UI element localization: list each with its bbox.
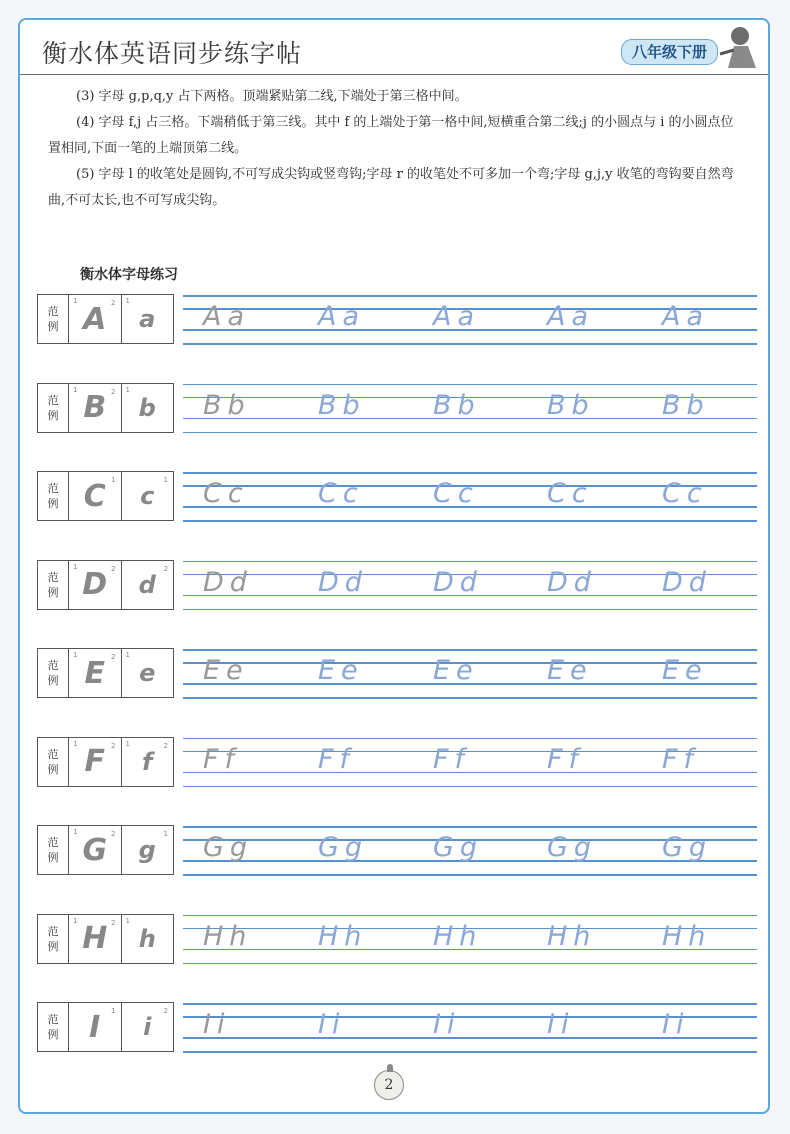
example-glyph: g xyxy=(138,836,156,864)
trace-letter-pair[interactable]: Ff xyxy=(662,743,700,775)
example-label-char: 范 xyxy=(47,836,59,849)
example-label-char: 例 xyxy=(47,674,59,687)
trace-letter-pair[interactable]: Cc xyxy=(547,478,593,509)
example-lower-letter xyxy=(121,561,174,609)
trace-letter-pair[interactable]: Aa xyxy=(433,301,481,332)
trace-letter-pair[interactable]: Cc xyxy=(318,478,364,509)
trace-letter-pair[interactable]: Dd xyxy=(433,566,483,598)
section-title: 衡水体字母练习 xyxy=(80,267,178,283)
example-label-char: 范 xyxy=(47,659,59,672)
trace-letter-pair[interactable]: Cc xyxy=(662,478,708,509)
stroke-number: 1 xyxy=(163,830,168,838)
trace-letter-pair[interactable]: Ii xyxy=(547,1009,575,1040)
stroke-number: 1 xyxy=(73,562,78,571)
example-glyph: B xyxy=(83,390,107,425)
example-glyph: I xyxy=(89,1009,101,1045)
trace-pairs xyxy=(183,821,757,881)
page-header xyxy=(20,20,768,75)
trace-pairs xyxy=(183,556,757,616)
example-label-char: 例 xyxy=(47,320,59,333)
trace-letter-pair[interactable]: Ee xyxy=(547,655,593,686)
trace-letter-pair[interactable]: Gg xyxy=(433,832,484,863)
example-upper-letter xyxy=(69,649,121,697)
example-box xyxy=(37,560,174,610)
stroke-number: 2 xyxy=(163,1007,168,1015)
letter-row xyxy=(37,290,757,350)
stroke-number: 1 xyxy=(73,297,78,305)
stroke-number: 1 xyxy=(125,297,130,305)
example-label-char: 范 xyxy=(47,305,59,318)
trace-letter-pair[interactable]: Bb xyxy=(203,389,251,421)
stroke-number: 2 xyxy=(163,564,168,573)
trace-letter-pair[interactable]: Bb xyxy=(318,389,366,421)
trace-pairs xyxy=(183,733,757,793)
example-lower-letter xyxy=(121,915,174,963)
example-box xyxy=(37,737,174,787)
example-glyph: G xyxy=(82,832,108,868)
stroke-number: 2 xyxy=(111,387,116,396)
trace-letter-pair[interactable]: Ee xyxy=(662,655,708,686)
stroke-number: 1 xyxy=(73,651,78,659)
example-glyph: H xyxy=(82,921,108,956)
letter-row xyxy=(37,467,757,527)
example-label xyxy=(38,384,69,432)
trace-letter-pair[interactable]: Aa xyxy=(203,301,251,332)
example-label-char: 范 xyxy=(47,924,59,938)
example-glyph: C xyxy=(83,478,106,514)
trace-letter-pair[interactable]: Dd xyxy=(318,566,368,598)
example-label-char: 范 xyxy=(47,570,59,584)
stroke-number: 1 xyxy=(111,1007,116,1015)
rule-5: (5) 字母 l 的收笔处是圆钩,不可写成尖钩或竖弯钩;字母 r 的收笔处不可多加一个弯;字母 g,j,y 收笔的弯钩要自然弯曲,不可太长,也不可写成尖钩。 xyxy=(48,167,734,208)
example-label-char: 例 xyxy=(47,762,59,776)
example-label xyxy=(38,295,69,343)
stroke-number: 1 xyxy=(73,828,78,836)
example-lower-letter xyxy=(121,472,174,520)
trace-letter-pair[interactable]: Ee xyxy=(318,655,364,686)
trace-letter-pair[interactable]: Gg xyxy=(318,832,369,863)
trace-pairs xyxy=(183,644,757,704)
stroke-number: 1 xyxy=(125,739,130,748)
trace-letter-pair[interactable]: Gg xyxy=(547,832,598,863)
example-glyph: b xyxy=(138,393,156,422)
example-upper-letter xyxy=(69,384,121,432)
stroke-number: 2 xyxy=(111,653,116,661)
example-upper-letter xyxy=(69,915,121,963)
example-glyph: c xyxy=(140,482,155,510)
example-glyph: D xyxy=(82,567,108,602)
page-title: 衡水体英语同步练字帖 xyxy=(42,39,303,68)
trace-letter-pair[interactable]: Ff xyxy=(318,743,356,775)
example-upper-letter xyxy=(69,1003,121,1051)
trace-letter-pair[interactable]: Cc xyxy=(433,478,479,509)
trace-letter-pair[interactable]: Ff xyxy=(203,743,241,775)
example-glyph: f xyxy=(142,747,153,776)
trace-letter-pair[interactable]: Dd xyxy=(203,566,253,598)
example-lower-letter xyxy=(121,1003,174,1051)
stroke-number: 1 xyxy=(73,385,78,394)
rule-3: (3) 字母 g,p,q,y 占下两格。顶端紧贴第二线,下端处于第三格中间。 xyxy=(76,89,468,104)
example-lower-letter xyxy=(121,826,174,874)
trace-letter-pair[interactable]: Bb xyxy=(547,389,595,421)
example-glyph: d xyxy=(138,570,156,599)
stroke-number: 1 xyxy=(125,385,130,394)
example-glyph: e xyxy=(139,659,156,687)
example-label xyxy=(38,472,69,520)
example-label-char: 例 xyxy=(47,497,59,510)
stroke-number: 1 xyxy=(163,476,168,484)
letter-row xyxy=(37,733,757,793)
example-lower-letter xyxy=(121,295,174,343)
trace-letter-pair[interactable]: Ff xyxy=(433,743,471,775)
example-box xyxy=(37,1002,174,1052)
stroke-number: 1 xyxy=(73,739,78,748)
stroke-number: 2 xyxy=(111,741,116,750)
writing-rules xyxy=(48,84,738,214)
example-box xyxy=(37,648,174,698)
stroke-number: 2 xyxy=(163,741,168,750)
example-box xyxy=(37,383,174,433)
example-label-char: 例 xyxy=(47,585,59,599)
trace-letter-pair[interactable]: Bb xyxy=(662,389,710,421)
example-upper-letter xyxy=(69,295,121,343)
example-glyph: h xyxy=(138,924,156,953)
example-lower-letter xyxy=(121,649,174,697)
stroke-number: 1 xyxy=(73,916,78,925)
example-glyph: F xyxy=(84,744,105,779)
trace-letter-pair[interactable]: Dd xyxy=(662,566,712,598)
stroke-number: 2 xyxy=(111,564,116,573)
example-glyph: E xyxy=(84,655,105,691)
trace-letter-pair[interactable]: Ii xyxy=(662,1009,690,1040)
example-label xyxy=(38,1003,69,1051)
example-label-char: 例 xyxy=(47,1028,59,1041)
trace-letter-pair[interactable]: Ee xyxy=(433,655,479,686)
trace-letter-pair[interactable]: Ii xyxy=(203,1009,231,1040)
trace-letter-pair[interactable]: Aa xyxy=(662,301,710,332)
trace-letter-pair[interactable]: Ii xyxy=(433,1009,461,1040)
example-upper-letter xyxy=(69,738,121,786)
example-glyph: a xyxy=(139,305,156,333)
trace-letter-pair[interactable]: Hh xyxy=(662,920,712,952)
rule-4: (4) 字母 f,j 占三格。下端稍低于第三线。其中 f 的上端处于第一格中间,短横重合第二线;j 的小圆点与 i 的小圆点位置相同,下面一笔的上端顶第二线。 xyxy=(48,115,734,156)
letter-row xyxy=(37,910,757,970)
stroke-number: 2 xyxy=(111,299,116,307)
stroke-number: 1 xyxy=(125,916,130,925)
letter-row xyxy=(37,821,757,881)
example-box xyxy=(37,914,174,964)
example-label xyxy=(38,826,69,874)
page-number: 2 xyxy=(374,1070,404,1100)
example-label-char: 范 xyxy=(47,1013,59,1026)
trace-letter-pair[interactable]: Aa xyxy=(547,301,595,332)
letter-row xyxy=(37,379,757,439)
example-label-char: 例 xyxy=(47,851,59,864)
example-label-char: 范 xyxy=(47,393,59,407)
trace-letter-pair[interactable]: Hh xyxy=(547,920,597,952)
example-upper-letter xyxy=(69,826,121,874)
example-label-char: 范 xyxy=(47,482,59,495)
worksheet-page xyxy=(18,18,770,1114)
example-label xyxy=(38,915,69,963)
example-box xyxy=(37,471,174,521)
stroke-number: 2 xyxy=(111,830,116,838)
example-box xyxy=(37,825,174,875)
example-glyph: i xyxy=(143,1013,152,1041)
trace-pairs xyxy=(183,290,757,350)
trace-letter-pair[interactable]: Ff xyxy=(547,743,585,775)
example-upper-letter xyxy=(69,472,121,520)
example-box xyxy=(37,294,174,344)
example-label-char: 范 xyxy=(47,747,59,761)
example-lower-letter xyxy=(121,384,174,432)
trace-letter-pair[interactable]: Ii xyxy=(318,1009,346,1040)
example-upper-letter xyxy=(69,561,121,609)
trace-letter-pair[interactable]: Gg xyxy=(203,832,254,863)
trace-letter-pair[interactable]: Gg xyxy=(662,832,713,863)
letter-row xyxy=(37,644,757,704)
trace-pairs xyxy=(183,379,757,439)
trace-pairs xyxy=(183,467,757,527)
example-label xyxy=(38,561,69,609)
trace-letter-pair[interactable]: Hh xyxy=(318,920,368,952)
example-lower-letter xyxy=(121,738,174,786)
trace-letter-pair[interactable]: Cc xyxy=(203,478,249,509)
trace-pairs xyxy=(183,910,757,970)
stroke-number: 1 xyxy=(111,476,116,484)
grade-badge: 八年级下册 xyxy=(621,39,718,65)
example-label xyxy=(38,649,69,697)
trace-letter-pair[interactable]: Ee xyxy=(203,655,249,686)
trace-letter-pair[interactable]: Aa xyxy=(318,301,366,332)
example-label xyxy=(38,738,69,786)
letter-row xyxy=(37,556,757,616)
trace-letter-pair[interactable]: Bb xyxy=(433,389,481,421)
letter-row xyxy=(37,998,757,1058)
trace-letter-pair[interactable]: Dd xyxy=(547,566,597,598)
trace-pairs xyxy=(183,998,757,1058)
example-label-char: 例 xyxy=(47,408,59,422)
stroke-number: 2 xyxy=(111,918,116,927)
stroke-number: 1 xyxy=(125,651,130,659)
example-label-char: 例 xyxy=(47,939,59,953)
mascot-icon xyxy=(710,24,762,70)
trace-letter-pair[interactable]: Hh xyxy=(433,920,483,952)
example-glyph: A xyxy=(83,301,107,337)
trace-letter-pair[interactable]: Hh xyxy=(203,920,253,952)
